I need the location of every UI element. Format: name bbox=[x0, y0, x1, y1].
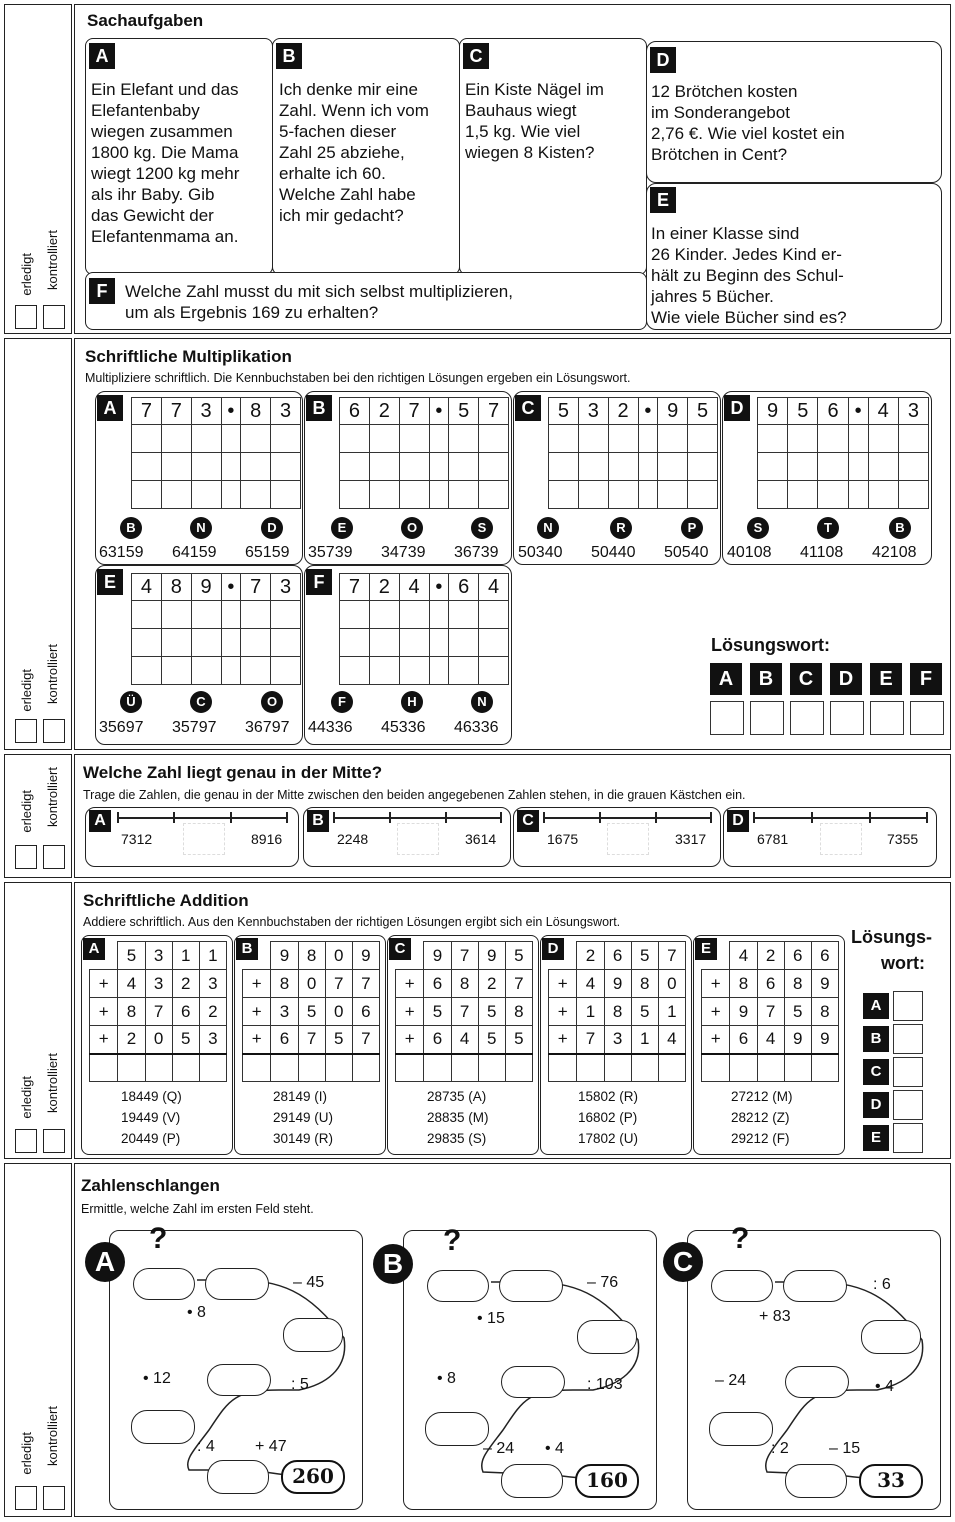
label-kontrolliert: kontrolliert bbox=[45, 1406, 60, 1466]
snake-field[interactable] bbox=[785, 1366, 849, 1398]
snake-field[interactable] bbox=[861, 1320, 921, 1354]
section-addition bbox=[74, 882, 951, 1159]
snake-operation: • 15 bbox=[477, 1310, 505, 1327]
solution-letter-a: A bbox=[863, 993, 889, 1019]
section-subtitle: Ermittle, welche Zahl im ersten Feld steht. bbox=[81, 1202, 314, 1216]
section-subtitle: Trage die Zahlen, die genau in der Mitte zwischen den beiden angegebenen Zahlen stehen, in die grauen Kästchen ein. bbox=[83, 788, 746, 802]
option-value: 36739 bbox=[454, 544, 499, 561]
tick bbox=[445, 812, 447, 823]
snake-tag-c: C bbox=[663, 1242, 703, 1282]
tick bbox=[599, 812, 601, 823]
option-value: 34739 bbox=[381, 544, 426, 561]
solution-letter-e: E bbox=[863, 1125, 889, 1151]
add-tag-b: B bbox=[236, 938, 258, 960]
solution-input-c[interactable] bbox=[893, 1057, 923, 1087]
solution-letter-c: C bbox=[790, 663, 822, 695]
tick bbox=[869, 812, 871, 823]
solution-letter-b: B bbox=[863, 1026, 889, 1052]
section-subtitle: Addiere schriftlich. Aus den Kennbuchstaben der richtigen Lösungen ergibt sich ein Lösungswort. bbox=[83, 915, 621, 929]
mult-grid-a[interactable]: 7 7 3 • 8 3 bbox=[131, 397, 301, 509]
solution-letter-d: D bbox=[830, 663, 862, 695]
option-value: 41108 bbox=[800, 544, 844, 561]
option-letter: N bbox=[471, 691, 493, 713]
mult-grid-c[interactable]: 5 3 2 • 9 5 bbox=[548, 397, 718, 509]
solution-input-f[interactable] bbox=[910, 701, 944, 735]
solution-input-e[interactable] bbox=[870, 701, 904, 735]
option-letter: P bbox=[681, 517, 703, 539]
solution-input-a[interactable] bbox=[710, 701, 744, 735]
add-grid-d[interactable]: 2 6 5 7 + 4 9 8 0 + 1 8 5 1 + 7 3 1 4 bbox=[548, 941, 686, 1082]
option-value: 50440 bbox=[591, 544, 636, 561]
option-value: 36797 bbox=[245, 719, 290, 736]
solution-letter-b: B bbox=[750, 663, 782, 695]
task-text-c: Ein Kiste Nägel im Bauhaus wiegt 1,5 kg. Wie viel wiegen 8 Kisten? bbox=[465, 80, 604, 162]
side-column-4 bbox=[4, 882, 72, 1159]
checkbox-kontrolliert[interactable] bbox=[43, 845, 65, 869]
task-tag-b: B bbox=[276, 43, 302, 69]
snake-result: 260 bbox=[281, 1460, 345, 1494]
left-number: 1675 bbox=[547, 831, 579, 847]
label-erledigt: erledigt bbox=[19, 1432, 34, 1475]
label-erledigt: erledigt bbox=[19, 253, 34, 296]
number-line bbox=[333, 817, 501, 819]
mult-tag-c: C bbox=[515, 395, 541, 421]
add-grid-a[interactable]: 5 3 1 1 + 4 3 2 3 + 8 7 6 2 + 2 0 5 3 bbox=[89, 941, 227, 1082]
option-value: 29835 (S) bbox=[427, 1131, 487, 1146]
checkbox-kontrolliert[interactable] bbox=[43, 305, 65, 329]
mult-grid-b[interactable]: 6 2 7 • 5 7 bbox=[339, 397, 509, 509]
task-tag-e: E bbox=[650, 187, 676, 213]
solution-input-c[interactable] bbox=[790, 701, 824, 735]
solution-input-b[interactable] bbox=[750, 701, 784, 735]
tick bbox=[500, 812, 502, 823]
mitte-tag-b: B bbox=[307, 810, 329, 832]
task-tag-a: A bbox=[89, 43, 115, 69]
option-letter: S bbox=[471, 517, 493, 539]
section-title: Zahlenschlangen bbox=[81, 1176, 220, 1195]
snake-operation: : 5 bbox=[291, 1376, 309, 1393]
snake-tag-a: A bbox=[85, 1242, 125, 1282]
snake-operation: – 45 bbox=[293, 1274, 325, 1291]
option-value: 50540 bbox=[664, 544, 709, 561]
section-subtitle: Multipliziere schriftlich. Die Kennbuchstaben bei den richtigen Lösungen ergeben ein Lösungswort. bbox=[85, 371, 631, 385]
mult-grid-d[interactable]: 9 5 6 • 4 3 bbox=[757, 397, 929, 509]
option-value: 65159 bbox=[245, 544, 290, 561]
answer-box[interactable] bbox=[820, 823, 862, 855]
snake-result: 33 bbox=[859, 1464, 923, 1498]
mitte-tag-d: D bbox=[727, 810, 749, 832]
solution-input-d[interactable] bbox=[893, 1090, 923, 1120]
snake-operation: : 2 bbox=[771, 1440, 789, 1457]
side-column-2 bbox=[4, 338, 72, 750]
option-value: 35697 bbox=[99, 719, 144, 736]
add-grid-b[interactable]: 9 8 0 9 + 8 0 7 7 + 3 5 0 6 + 6 7 5 7 bbox=[242, 941, 380, 1082]
snake-field[interactable] bbox=[205, 1268, 269, 1300]
snake-operation: • 8 bbox=[187, 1304, 206, 1321]
add-tag-a: A bbox=[83, 938, 105, 960]
snake-field[interactable] bbox=[207, 1460, 269, 1494]
tick bbox=[230, 812, 232, 823]
snake-field[interactable] bbox=[425, 1412, 489, 1446]
option-value: 63159 bbox=[99, 544, 144, 561]
solution-letter-d: D bbox=[863, 1092, 889, 1118]
right-number: 3317 bbox=[675, 831, 707, 847]
question-mark-icon: ? bbox=[443, 1224, 462, 1257]
option-letter: F bbox=[331, 691, 353, 713]
mult-grid-e[interactable]: 4 8 9 • 7 3 bbox=[131, 573, 301, 685]
right-number: 3614 bbox=[465, 831, 497, 847]
question-mark-icon: ? bbox=[149, 1222, 168, 1255]
snake-operation: • 8 bbox=[437, 1370, 456, 1387]
snake-operation: : 4 bbox=[197, 1438, 215, 1455]
right-number: 7355 bbox=[887, 831, 919, 847]
snake-field[interactable] bbox=[783, 1270, 847, 1302]
section-title: Schriftliche Addition bbox=[83, 891, 249, 910]
add-grid-e[interactable]: 4 2 6 6 + 8 6 8 9 + 9 7 5 8 + 6 4 9 9 bbox=[701, 941, 839, 1082]
snake-operation: : 6 bbox=[873, 1276, 891, 1293]
add-tag-e: E bbox=[695, 938, 717, 960]
option-value: 46336 bbox=[454, 719, 499, 736]
snake-operation: + 83 bbox=[759, 1308, 791, 1325]
checkbox-erledigt[interactable] bbox=[15, 845, 37, 869]
checkbox-kontrolliert[interactable] bbox=[43, 1129, 65, 1153]
task-text-b: Ich denke mir eine Zahl. Wenn ich vom 5-fachen dieser Zahl 25 abziehe, erhalte ich 60. Welche Zahl habe ich mir gedacht? bbox=[279, 80, 429, 225]
option-value: 17802 (U) bbox=[578, 1131, 639, 1146]
side-column-3 bbox=[4, 754, 72, 878]
add-tag-c: C bbox=[389, 938, 411, 960]
section-title: Welche Zahl liegt genau in der Mitte? bbox=[83, 763, 383, 782]
task-tag-d: D bbox=[650, 47, 676, 73]
tick bbox=[389, 812, 391, 823]
snake-tag-b: B bbox=[373, 1244, 413, 1284]
label-erledigt: erledigt bbox=[19, 1076, 34, 1119]
snake-field[interactable] bbox=[501, 1464, 563, 1498]
left-number: 7312 bbox=[121, 831, 153, 847]
label-kontrolliert: kontrolliert bbox=[45, 767, 60, 827]
mult-tag-d: D bbox=[724, 395, 750, 421]
section-sachaufgaben bbox=[74, 4, 951, 334]
option-value: 19449 (V) bbox=[121, 1110, 181, 1125]
task-text-e: In einer Klasse sind 26 Kinder. Jedes Kind er- hält zu Beginn des Schul- jahres 5 Bücher. Wie viele Bücher sind es? bbox=[651, 224, 847, 327]
snake-field[interactable] bbox=[501, 1366, 565, 1398]
option-letter: Ü bbox=[120, 691, 142, 713]
option-letter: D bbox=[261, 517, 283, 539]
snake-operation: • 12 bbox=[143, 1370, 171, 1387]
option-value: 28735 (A) bbox=[427, 1089, 487, 1104]
section-title: Schriftliche Multiplikation bbox=[85, 347, 292, 366]
option-letter: N bbox=[537, 517, 559, 539]
task-text-f: Welche Zahl musst du mit sich selbst multiplizieren, um als Ergebnis 169 zu erhalten? bbox=[125, 282, 513, 322]
option-value: 64159 bbox=[172, 544, 217, 561]
section-zahlenschlangen bbox=[74, 1163, 951, 1517]
number-line bbox=[117, 817, 287, 819]
question-mark-icon: ? bbox=[731, 1222, 750, 1255]
option-value: 20449 (P) bbox=[121, 1131, 181, 1146]
label-erledigt: erledigt bbox=[19, 669, 34, 712]
label-kontrolliert: kontrolliert bbox=[45, 230, 60, 290]
solution-letter-f: F bbox=[910, 663, 942, 695]
snake-field[interactable] bbox=[499, 1270, 563, 1302]
mult-tag-b: B bbox=[306, 395, 332, 421]
mult-tag-e: E bbox=[97, 569, 123, 595]
snake-operation: • 4 bbox=[875, 1378, 894, 1395]
number-line bbox=[543, 817, 711, 819]
label-kontrolliert: kontrolliert bbox=[45, 644, 60, 704]
solution-letter-c: C bbox=[863, 1059, 889, 1085]
option-letter: O bbox=[401, 517, 423, 539]
add-grid-c[interactable]: 9 7 9 5 + 6 8 2 7 + 5 7 5 8 + 6 4 5 5 bbox=[395, 941, 533, 1082]
mult-grid-f[interactable]: 7 2 4 • 6 4 bbox=[339, 573, 509, 685]
option-value: 44336 bbox=[308, 719, 353, 736]
option-value: 28835 (M) bbox=[427, 1110, 489, 1125]
label-erledigt: erledigt bbox=[19, 790, 34, 833]
number-line bbox=[753, 817, 927, 819]
tick bbox=[333, 812, 335, 823]
section-mitte bbox=[74, 754, 951, 878]
option-value: 50340 bbox=[518, 544, 563, 561]
answer-box[interactable] bbox=[607, 823, 649, 855]
snake-field[interactable] bbox=[131, 1410, 195, 1444]
option-letter: C bbox=[190, 691, 212, 713]
tick bbox=[710, 812, 712, 823]
tick bbox=[926, 812, 928, 823]
snake-field[interactable] bbox=[207, 1364, 271, 1396]
snake-field[interactable] bbox=[577, 1320, 637, 1354]
option-letter: T bbox=[817, 517, 839, 539]
snake-field[interactable] bbox=[785, 1464, 847, 1498]
side-column-5 bbox=[4, 1163, 72, 1517]
snake-field[interactable] bbox=[709, 1412, 773, 1446]
tick bbox=[655, 812, 657, 823]
answer-box[interactable] bbox=[397, 823, 439, 855]
solution-input-d[interactable] bbox=[830, 701, 864, 735]
option-value: 35797 bbox=[172, 719, 217, 736]
option-value: 42108 bbox=[872, 544, 917, 561]
option-value: 15802 (R) bbox=[578, 1089, 639, 1104]
task-text-d: 12 Brötchen kosten im Sonderangebot 2,76 €. Wie viel kostet ein Brötchen in Cent? bbox=[651, 82, 845, 164]
snake-operation: – 24 bbox=[483, 1440, 515, 1457]
section-title: Sachaufgaben bbox=[87, 11, 204, 30]
answer-box[interactable] bbox=[183, 823, 225, 855]
option-letter: B bbox=[889, 517, 911, 539]
option-value: 40108 bbox=[727, 544, 772, 561]
option-value: 35739 bbox=[308, 544, 353, 561]
task-tag-c: C bbox=[463, 43, 489, 69]
section-multiplikation bbox=[74, 338, 951, 750]
snake-operation: : 103 bbox=[587, 1376, 623, 1393]
option-letter: O bbox=[261, 691, 283, 713]
option-value: 27212 (M) bbox=[731, 1089, 793, 1104]
tick bbox=[543, 812, 545, 823]
solution-input-b[interactable] bbox=[893, 1024, 923, 1054]
snake-operation: + 47 bbox=[255, 1438, 287, 1455]
add-tag-d: D bbox=[542, 938, 564, 960]
solution-label: Lösungswort: bbox=[711, 635, 830, 655]
option-letter: S bbox=[747, 517, 769, 539]
side-column-1 bbox=[4, 4, 72, 334]
option-value: 16802 (P) bbox=[578, 1110, 638, 1125]
option-value: 28212 (Z) bbox=[731, 1110, 790, 1125]
solution-input-a[interactable] bbox=[893, 991, 923, 1021]
solution-input-e[interactable] bbox=[893, 1123, 923, 1153]
mitte-tag-c: C bbox=[517, 810, 539, 832]
option-letter: B bbox=[120, 517, 142, 539]
checkbox-erledigt[interactable] bbox=[15, 1486, 37, 1510]
snake-field[interactable] bbox=[283, 1318, 343, 1352]
option-value: 29149 (U) bbox=[273, 1110, 334, 1125]
snake-operation: – 76 bbox=[587, 1274, 619, 1291]
option-letter: H bbox=[401, 691, 423, 713]
mitte-tag-a: A bbox=[89, 810, 111, 832]
solution-label-1: Lösungs- bbox=[851, 927, 932, 947]
tick bbox=[811, 812, 813, 823]
label-kontrolliert: kontrolliert bbox=[45, 1053, 60, 1113]
mult-tag-f: F bbox=[306, 569, 332, 595]
answer-field-start[interactable] bbox=[133, 1268, 195, 1300]
checkbox-erledigt[interactable] bbox=[15, 719, 37, 743]
task-text-a: Ein Elefant und das Elefantenbaby wiegen zusammen 1800 kg. Die Mama wiegt 1200 kg mehr als ihr Baby. Gib das Gewicht der Elefantenmama an. bbox=[91, 80, 240, 246]
right-number: 8916 bbox=[251, 831, 283, 847]
option-letter: R bbox=[610, 517, 632, 539]
snake-operation: • 4 bbox=[545, 1440, 564, 1457]
solution-letter-e: E bbox=[870, 663, 902, 695]
option-value: 28149 (I) bbox=[273, 1089, 328, 1104]
tick bbox=[117, 812, 119, 823]
option-value: 30149 (R) bbox=[273, 1131, 334, 1146]
tick bbox=[173, 812, 175, 823]
tick bbox=[286, 812, 288, 823]
mult-tag-a: A bbox=[97, 395, 123, 421]
tick bbox=[753, 812, 755, 823]
snake-result: 160 bbox=[575, 1464, 639, 1498]
answer-field-start[interactable] bbox=[711, 1270, 773, 1302]
checkbox-kontrolliert[interactable] bbox=[43, 1486, 65, 1510]
snake-operation: – 24 bbox=[715, 1372, 747, 1389]
option-value: 29212 (F) bbox=[731, 1131, 790, 1146]
checkbox-erledigt[interactable] bbox=[15, 1129, 37, 1153]
checkbox-kontrolliert[interactable] bbox=[43, 719, 65, 743]
solution-label-2: wort: bbox=[881, 953, 925, 973]
checkbox-erledigt[interactable] bbox=[15, 305, 37, 329]
option-letter: N bbox=[190, 517, 212, 539]
answer-field-start[interactable] bbox=[427, 1270, 489, 1302]
left-number: 2248 bbox=[337, 831, 369, 847]
task-tag-f: F bbox=[89, 278, 115, 304]
solution-letter-a: A bbox=[710, 663, 742, 695]
snake-operation: – 15 bbox=[829, 1440, 861, 1457]
option-letter: E bbox=[331, 517, 353, 539]
option-value: 45336 bbox=[381, 719, 426, 736]
option-value: 18449 (Q) bbox=[121, 1089, 182, 1104]
left-number: 6781 bbox=[757, 831, 789, 847]
